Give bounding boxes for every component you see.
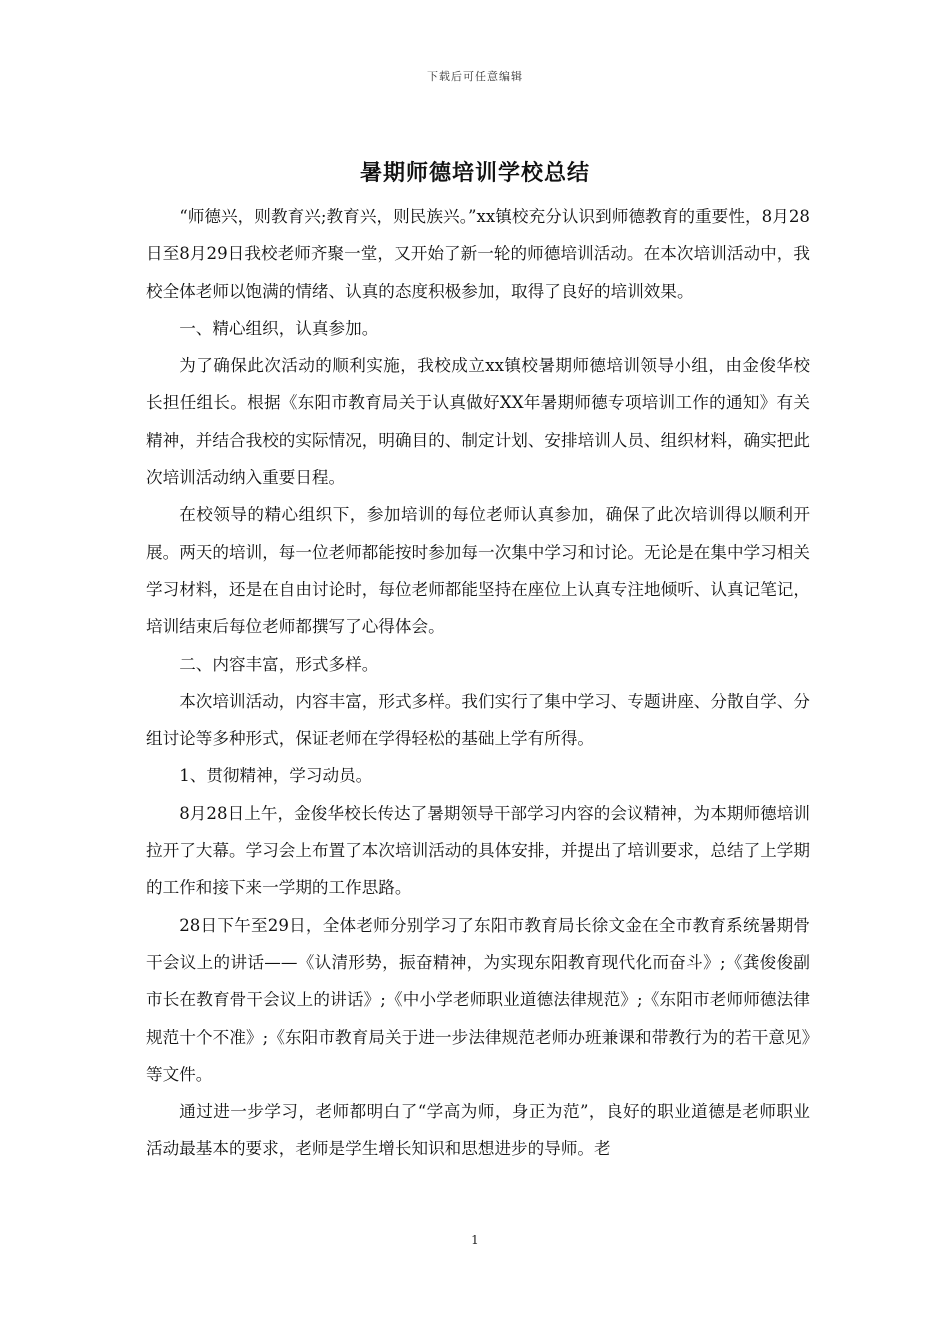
paragraph: 28日下午至29日，全体老师分别学习了东阳市教育局长徐文金在全市教育系统暑期骨干会议上的讲话——《认清形势，振奋精神，为实现东阳教育现代化而奋斗》;《龚俊俊副市长在教育骨干会议上的讲话》;《中小学老师职业道德法律规范》;《东阳市老师师德法律规范十个不准》;《东阳市教育局关于进一步法律规范老师办班兼课和带教行为的若干意见》等文件。 <box>146 915 810 1084</box>
paragraph: 在校领导的精心组织下，参加培训的每位老师认真参加，确保了此次培训得以顺利开展。两天的培训，每一位老师都能按时参加每一次集中学习和讨论。无论是在集中学习相关学习材料，还是在自由讨论时，每位老师都能坚持在座位上认真专注地倾听、认真记笔记，培训结束后每位老师都撰写了心得体会。 <box>146 505 810 637</box>
page-header-note: 下载后可任意编辑 <box>427 70 523 83</box>
document-body <box>146 198 810 1168</box>
document-title: 暑期师德培训学校总结 <box>359 161 590 186</box>
paragraph: 本次培训活动，内容丰富，形式多样。我们实行了集中学习、专题讲座、分散自学、分组讨论等多种形式，保证老师在学得轻松的基础上学有所得。 <box>146 691 810 749</box>
paragraph: 为了确保此次活动的顺利实施，我校成立xx镇校暑期师德培训领导小组，由金俊华校长担任组长。根据《东阳市教育局关于认真做好XX年暑期师德专项培训工作的通知》有关精神，并结合我校的实际情况，明确目的、制定计划、安排培训人员、组织材料，确实把此次培训活动纳入重要日程。 <box>146 356 810 488</box>
paragraph: 8月28日上午，金俊华校长传达了暑期领导干部学习内容的会议精神，为本期师德培训拉开了大幕。学习会上布置了本次培训活动的具体安排，并提出了培训要求，总结了上学期的工作和接下来一学期的工作思路。 <box>146 803 810 898</box>
paragraph: 通过进一步学习，老师都明白了“学高为师，身正为范”，良好的职业道德是老师职业活动最基本的要求，老师是学生增长知识和思想进步的导师。老 <box>146 1102 810 1159</box>
page-number: 1 <box>471 1233 479 1247</box>
paragraph-intro: “师德兴，则教育兴;教育兴，则民族兴。”xx镇校充分认识到师德教育的重要性，8月28日至8月29日我校老师齐聚一堂，又开始了新一轮的师德培训活动。在本次培训活动中，我校全体老师以饱满的情绪、认真的态度积极参加，取得了良好的培训效果。 <box>146 207 810 301</box>
section-heading-2: 二、内容丰富，形式多样。 <box>179 654 379 674</box>
subsection-heading-1: 1、贯彻精神，学习动员。 <box>179 766 373 786</box>
section-heading-1: 一、精心组织，认真参加。 <box>179 318 379 338</box>
